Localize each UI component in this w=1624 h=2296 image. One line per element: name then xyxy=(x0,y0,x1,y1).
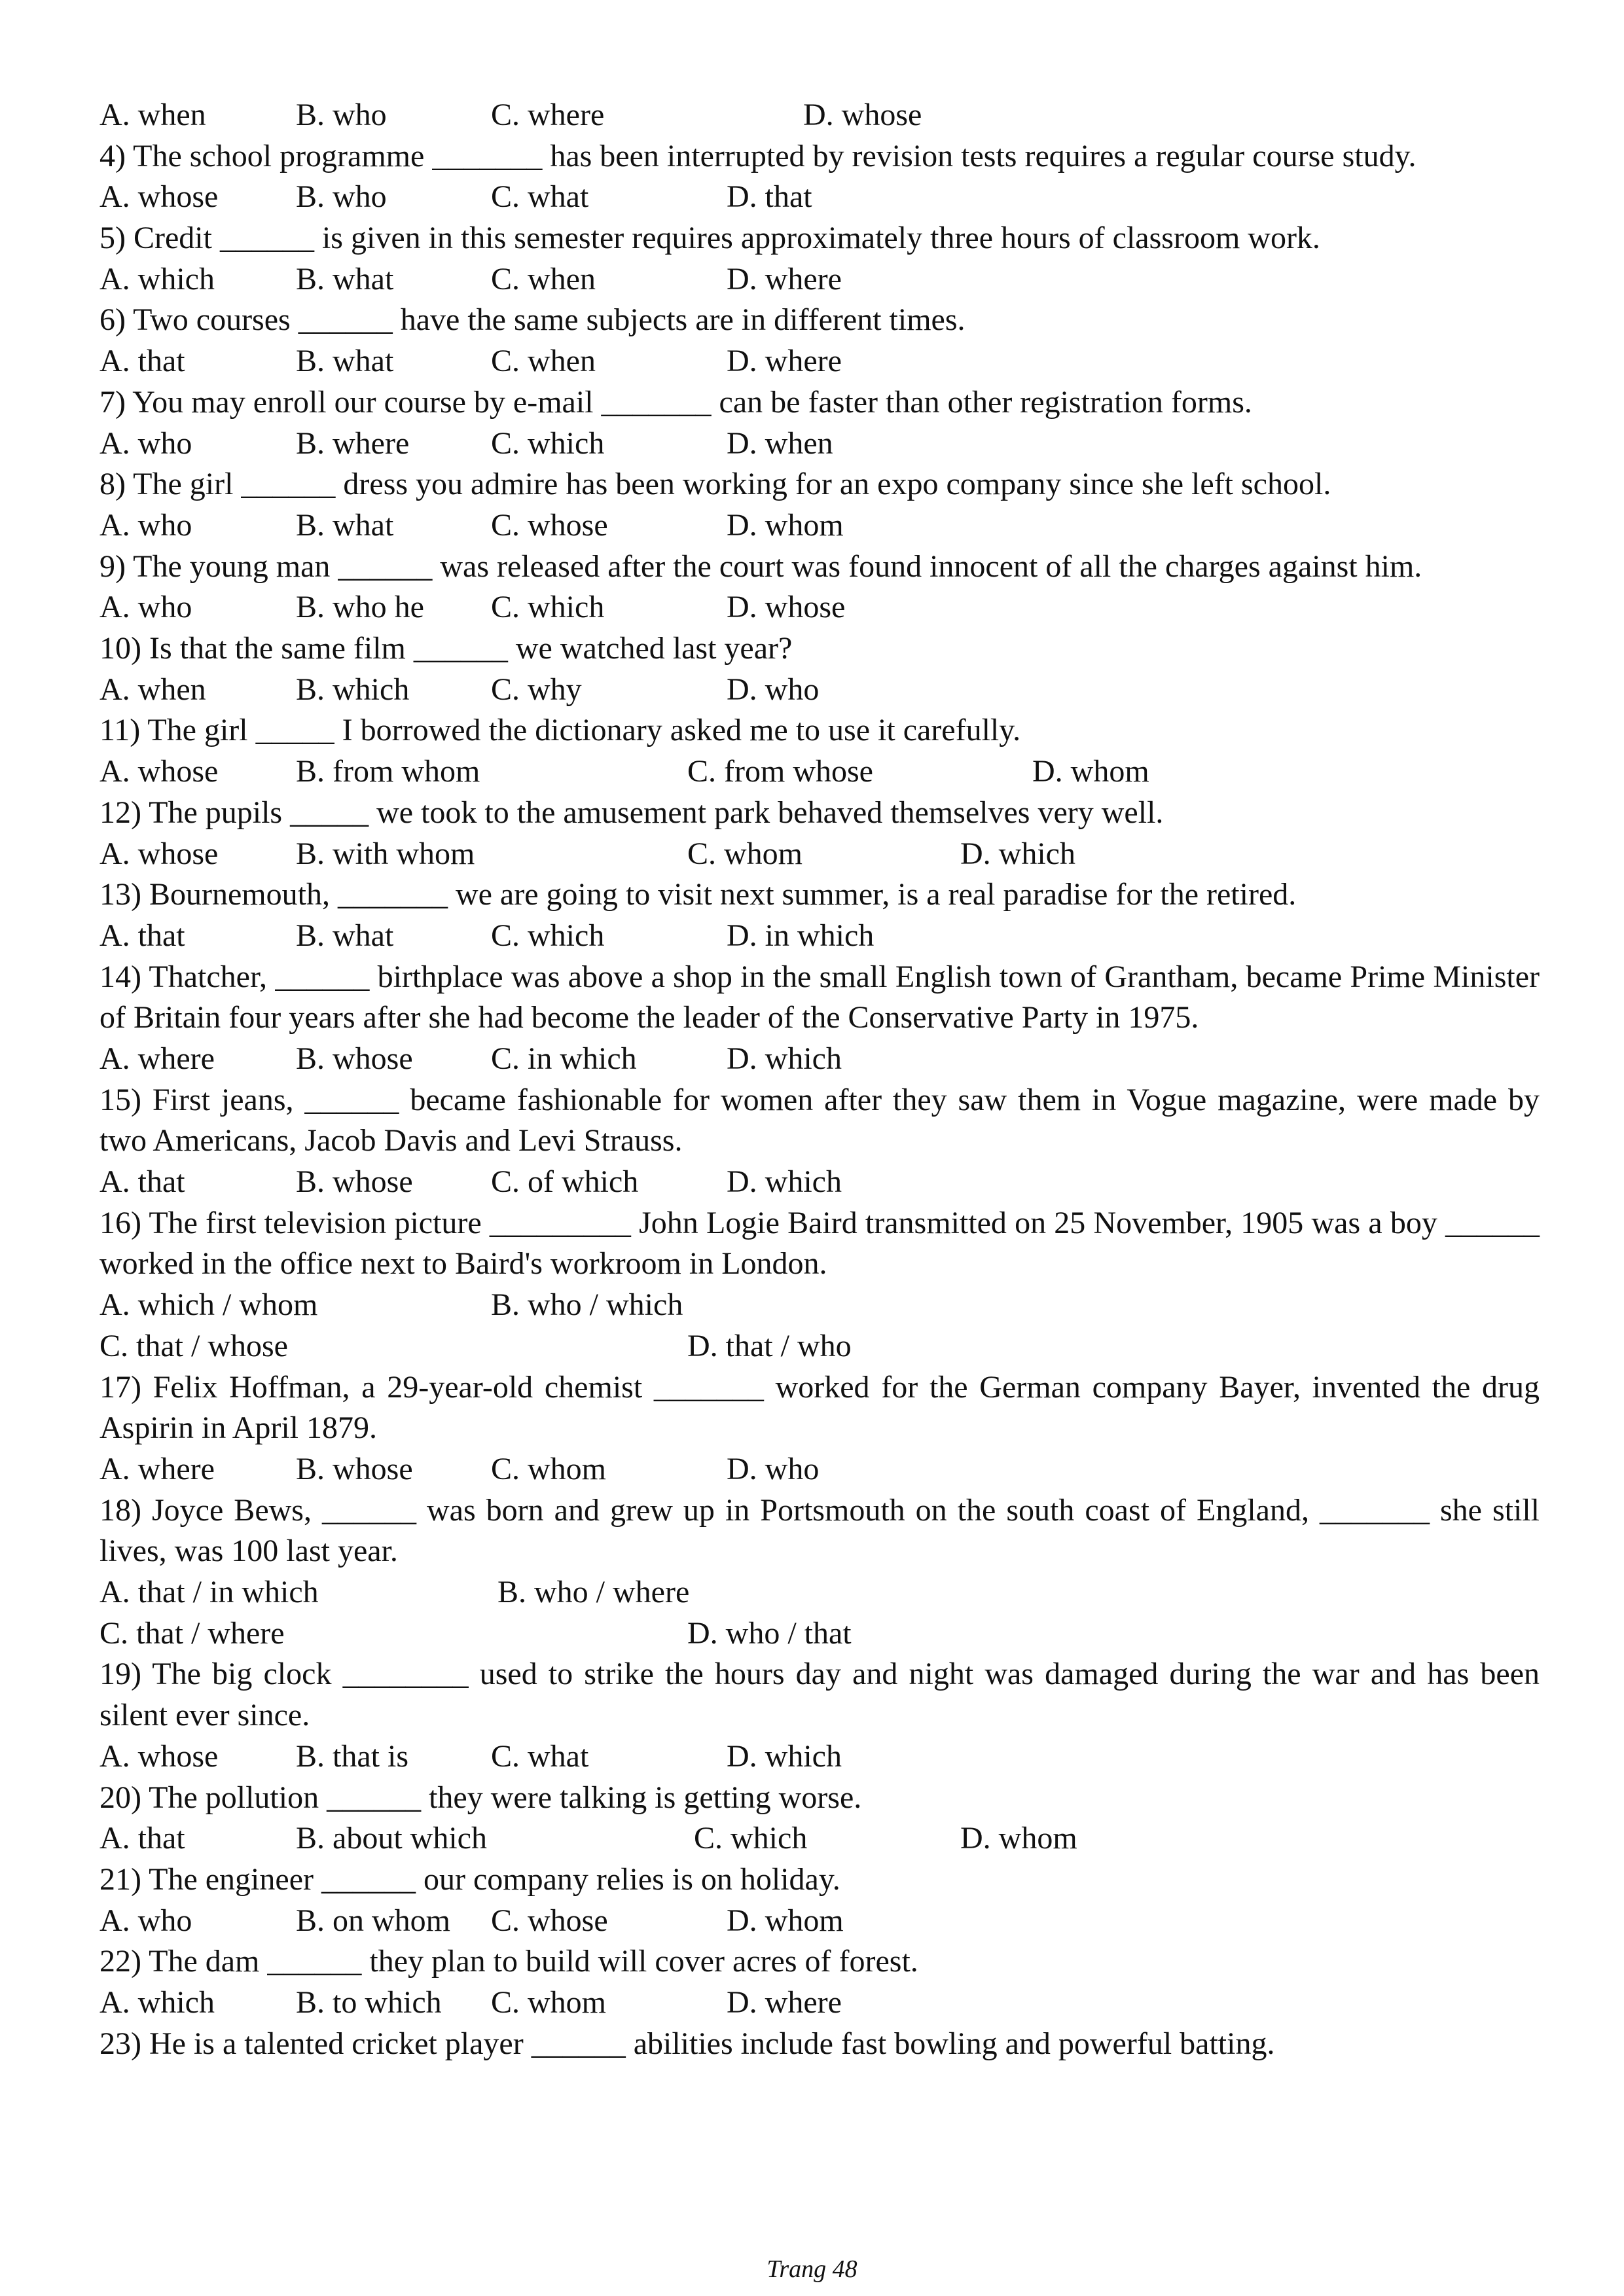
question-text xyxy=(99,628,1540,670)
answer-option-a: A. where xyxy=(99,1451,215,1486)
question-text xyxy=(99,1490,1540,1572)
question-number: 16) xyxy=(99,1205,141,1240)
question-sentence: Thatcher, ______ birthplace was above a shop in the small English town of Grantham, became Prime Minister of Britain four years after she had become the leader of the Conservative Party in 1975. xyxy=(99,959,1540,1035)
question-sentence: The young man ______ was released after the court was found innocent of all the charges against him. xyxy=(133,548,1422,584)
answer-option-d: D. that / who xyxy=(687,1328,852,1363)
answer-options xyxy=(99,834,1540,875)
answer-option-c: C. when xyxy=(491,344,596,379)
answer-option-d: D. in which xyxy=(727,918,875,953)
question-text xyxy=(99,874,1540,916)
answer-options xyxy=(99,1162,1540,1203)
answer-option-d: D. where xyxy=(727,261,842,296)
question-sentence: You may enroll our course by e-mail _______ can be faster than other registration forms. xyxy=(132,384,1252,420)
answer-option-a: A. who xyxy=(99,507,192,543)
question-text xyxy=(99,710,1540,751)
answer-option-b: B. whose xyxy=(296,1041,413,1076)
answer-option-a: A. that / in which xyxy=(99,1575,319,1610)
answer-option-c: C. why xyxy=(491,672,582,707)
answer-option-d: D. whom xyxy=(1032,754,1149,789)
question-number: 21) xyxy=(99,1861,141,1897)
answer-option-a: A. who xyxy=(99,1903,192,1938)
question-item xyxy=(99,1490,1540,1655)
question-number: 10) xyxy=(99,631,141,666)
page-footer: Trang 48 xyxy=(767,2255,857,2283)
question-item xyxy=(99,1859,1540,1941)
question-text xyxy=(99,1941,1540,1982)
question-number: 5) xyxy=(99,221,126,256)
answer-option-b: B. with whom xyxy=(296,836,475,871)
answer-option-d: D. whom xyxy=(727,507,844,543)
question-item xyxy=(99,793,1540,874)
question-text xyxy=(99,1778,1540,1819)
question-number: 12) xyxy=(99,795,141,830)
question-item xyxy=(99,1203,1540,1367)
answer-option-a: A. which / whom xyxy=(99,1287,318,1323)
answer-options xyxy=(99,505,1540,547)
answer-option-c: C. what xyxy=(491,1738,589,1774)
answer-option-d: D. where xyxy=(727,344,842,379)
answer-option-b: B. who he xyxy=(296,590,424,625)
question-text xyxy=(99,1859,1540,1901)
question-text xyxy=(99,1080,1540,1162)
answer-option-c: C. which xyxy=(491,918,605,953)
answer-option-c: C. from whose xyxy=(687,754,873,789)
question-number: 11) xyxy=(99,713,141,748)
answer-option-d: D. which xyxy=(727,1041,842,1076)
answer-option-c: C. that / whose xyxy=(99,1328,288,1363)
answer-option-a: A. who xyxy=(99,590,192,625)
answer-option-c: C. in which xyxy=(491,1041,637,1076)
answer-option-d: D. which xyxy=(727,1738,842,1774)
question-item xyxy=(99,710,1540,792)
question-item xyxy=(99,547,1540,628)
question-item xyxy=(99,628,1540,710)
question-sentence: Joyce Bews, ______ was born and grew up in Portsmouth on the south coast of England, _______ she still lives, was 100 last year. xyxy=(99,1492,1540,1569)
answer-option-a: A. whose xyxy=(99,754,219,789)
answer-option-c: C. what xyxy=(491,179,589,215)
answer-option-b: B. about which xyxy=(296,1821,487,1856)
question-item xyxy=(99,1778,1540,1859)
answer-options xyxy=(99,1982,1540,2024)
answer-option-b: B. who / where xyxy=(497,1575,690,1610)
answer-options xyxy=(99,587,1540,628)
answer-option-b: B. who / which xyxy=(491,1287,683,1323)
answer-option-c: C. whom xyxy=(491,1451,607,1486)
question-item xyxy=(99,1654,1540,1777)
question-number: 22) xyxy=(99,1944,141,1979)
question-number: 14) xyxy=(99,959,141,994)
answer-options xyxy=(99,1736,1540,1778)
answer-option-d: D. that xyxy=(727,179,812,215)
answer-option-a: A. when xyxy=(99,672,206,707)
answer-option-b: B. where xyxy=(296,425,410,461)
answer-options xyxy=(99,259,1540,300)
question-sentence: First jeans, ______ became fashionable for women after they saw them in Vogue magazine, were made by two Americans, Jacob Davis and Levi Strauss. xyxy=(99,1082,1540,1158)
answer-option-b: B. which xyxy=(296,672,410,707)
answer-option-b: B. what xyxy=(296,918,394,953)
answer-option-d: D. who xyxy=(727,672,820,707)
question-number: 23) xyxy=(99,2026,141,2061)
question-text xyxy=(99,2024,1540,2065)
answer-option-d: D. whom xyxy=(727,1903,844,1938)
question-sentence: The dam ______ they plan to build will cover acres of forest. xyxy=(149,1944,918,1979)
answer-options xyxy=(99,95,1540,136)
answer-options xyxy=(99,1901,1540,1942)
question-sentence: Two courses ______ have the same subjects are in different times. xyxy=(133,302,965,338)
answer-option-c: C. which xyxy=(694,1821,808,1856)
question-number: 6) xyxy=(99,302,126,338)
answer-option-b: B. what xyxy=(296,344,394,379)
answer-option-b: B. to which xyxy=(296,1985,442,2020)
answer-option-d: D. whom xyxy=(960,1821,1077,1856)
answer-option-d: D. whose xyxy=(727,590,846,625)
question-sentence: The school programme _______ has been interrupted by revision tests requires a regular course study. xyxy=(133,138,1416,173)
question-text xyxy=(99,464,1540,505)
answer-option-d: D. where xyxy=(727,1985,842,2020)
question-number: 7) xyxy=(99,384,126,420)
question-sentence: The first television picture _________ John Logie Baird transmitted on 25 November, 1905 was a boy ______ worked in the office next to Baird's workroom in London. xyxy=(99,1205,1540,1282)
answer-options xyxy=(99,1449,1540,1490)
question-sentence: Felix Hoffman, a 29-year-old chemist _______ worked for the German company Bayer, invented the drug Aspirin in April 1879. xyxy=(99,1369,1540,1446)
question-sentence: The girl ______ dress you admire has been working for an expo company since she left school. xyxy=(133,467,1331,502)
answer-options xyxy=(99,1285,1540,1326)
answer-option-b: B. on whom xyxy=(296,1903,451,1938)
question-text xyxy=(99,957,1540,1039)
question-text xyxy=(99,547,1540,588)
answer-option-a: A. where xyxy=(99,1041,215,1076)
answer-options xyxy=(99,1613,1540,1655)
question-item xyxy=(99,957,1540,1080)
answer-option-a: A. whose xyxy=(99,179,219,215)
question-item xyxy=(99,136,1540,218)
answer-options xyxy=(99,1818,1540,1859)
answer-option-c: C. which xyxy=(491,590,605,625)
answer-option-a: A. that xyxy=(99,918,185,953)
answer-option-a: A. which xyxy=(99,261,215,296)
answer-options xyxy=(99,751,1540,793)
question-item xyxy=(99,95,1540,136)
question-sentence: Credit ______ is given in this semester requires approximately three hours of classroom work. xyxy=(133,221,1320,256)
answer-option-d: D. which xyxy=(960,836,1075,871)
question-item xyxy=(99,464,1540,546)
question-sentence: The engineer ______ our company relies is on holiday. xyxy=(149,1861,840,1897)
answer-option-b: B. whose xyxy=(296,1451,413,1486)
question-item xyxy=(99,2024,1540,2065)
answer-option-b: B. what xyxy=(296,507,394,543)
answer-option-b: B. who xyxy=(296,98,387,132)
question-text xyxy=(99,300,1540,341)
answer-option-b: B. that is xyxy=(296,1738,409,1774)
answer-options xyxy=(99,423,1540,465)
answer-option-a: A. that xyxy=(99,1821,185,1856)
answer-option-a: A. that xyxy=(99,344,185,379)
exercise-list xyxy=(99,95,1540,2064)
answer-option-d: D. which xyxy=(727,1164,842,1200)
answer-option-c: C. whom xyxy=(687,836,803,871)
question-text xyxy=(99,136,1540,177)
question-item xyxy=(99,1941,1540,2023)
question-number: 20) xyxy=(99,1780,141,1815)
answer-option-c: C. that / where xyxy=(99,1615,285,1651)
answer-options xyxy=(99,341,1540,382)
answer-option-b: B. from whom xyxy=(296,754,480,789)
question-text xyxy=(99,1654,1540,1736)
answer-options xyxy=(99,177,1540,218)
question-text xyxy=(99,1367,1540,1449)
answer-options xyxy=(99,916,1540,957)
question-number: 13) xyxy=(99,877,141,912)
question-number: 8) xyxy=(99,467,126,502)
answer-option-a: A. that xyxy=(99,1164,185,1200)
answer-options xyxy=(99,670,1540,711)
question-sentence: The big clock ________ used to strike the hours day and night was damaged during the war and has been silent ever since. xyxy=(99,1657,1540,1733)
answer-options xyxy=(99,1572,1540,1613)
question-number: 15) xyxy=(99,1082,141,1117)
answer-option-c: C. when xyxy=(491,261,596,296)
question-item xyxy=(99,874,1540,956)
answer-option-d: D. who / that xyxy=(687,1615,852,1651)
answer-option-c: C. whose xyxy=(491,1903,608,1938)
question-text xyxy=(99,793,1540,834)
answer-option-c: C. where xyxy=(491,98,605,132)
question-item xyxy=(99,300,1540,382)
question-sentence: Bournemouth, _______ we are going to visit next summer, is a real paradise for the retired. xyxy=(149,877,1297,912)
answer-option-d: D. whose xyxy=(803,98,922,132)
answer-options xyxy=(99,1039,1540,1080)
question-text xyxy=(99,382,1540,423)
answer-options xyxy=(99,1326,1540,1367)
answer-option-b: B. what xyxy=(296,261,394,296)
question-number: 4) xyxy=(99,138,126,173)
question-item xyxy=(99,1367,1540,1490)
answer-option-c: C. of which xyxy=(491,1164,639,1200)
question-sentence: He is a talented cricket player ______ abilities include fast bowling and powerful batting. xyxy=(149,2026,1275,2061)
question-item xyxy=(99,382,1540,464)
question-item xyxy=(99,218,1540,300)
question-sentence: Is that the same film ______ we watched last year? xyxy=(149,631,793,666)
question-sentence: The girl _____ I borrowed the dictionary asked me to use it carefully. xyxy=(147,713,1021,748)
question-number: 17) xyxy=(99,1369,141,1405)
answer-option-b: B. who xyxy=(296,179,387,215)
question-number: 18) xyxy=(99,1492,141,1528)
question-sentence: The pollution ______ they were talking is getting worse. xyxy=(149,1780,862,1815)
answer-option-a: A. when xyxy=(99,98,206,132)
answer-option-c: C. whom xyxy=(491,1985,607,2020)
question-text xyxy=(99,218,1540,259)
answer-option-a: A. whose xyxy=(99,836,219,871)
answer-option-d: D. when xyxy=(727,425,833,461)
answer-option-c: C. whose xyxy=(491,507,608,543)
answer-option-a: A. whose xyxy=(99,1738,219,1774)
answer-option-a: A. who xyxy=(99,425,192,461)
question-sentence: The pupils _____ we took to the amusement park behaved themselves very well. xyxy=(149,795,1164,830)
question-item xyxy=(99,1080,1540,1203)
answer-option-d: D. who xyxy=(727,1451,820,1486)
answer-option-b: B. whose xyxy=(296,1164,413,1200)
question-text xyxy=(99,1203,1540,1285)
question-number: 9) xyxy=(99,548,126,584)
question-number: 19) xyxy=(99,1657,141,1692)
answer-option-a: A. which xyxy=(99,1985,215,2020)
answer-option-c: C. which xyxy=(491,425,605,461)
